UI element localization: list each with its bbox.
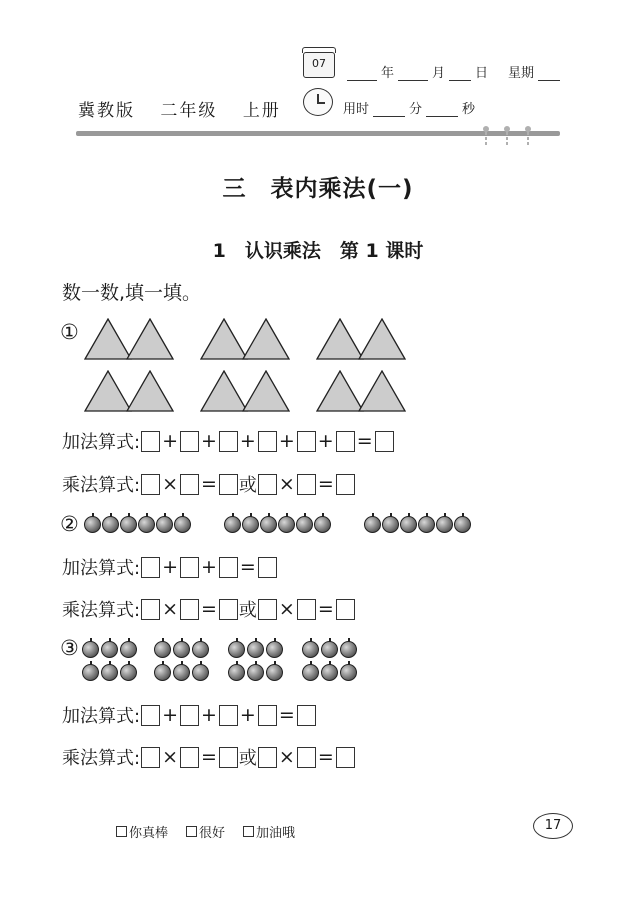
answer-box[interactable] — [219, 474, 238, 495]
answer-box[interactable] — [258, 705, 277, 726]
answer-box[interactable] — [258, 599, 277, 620]
plus-sign: + — [278, 430, 295, 452]
apple-icon — [228, 664, 245, 681]
checkbox[interactable] — [116, 826, 127, 837]
apple-icon — [224, 516, 241, 533]
equals-sign: = — [201, 746, 217, 768]
day-label: 日 — [475, 66, 489, 81]
equals-sign: = — [317, 473, 334, 495]
answer-box[interactable] — [180, 747, 199, 768]
time-fill-line — [343, 98, 475, 117]
answer-box[interactable] — [180, 474, 199, 495]
pin-icon — [526, 126, 530, 146]
equals-sign: = — [356, 430, 373, 452]
plus-sign: + — [162, 704, 178, 726]
apple-icon — [296, 516, 313, 533]
apple-icon — [120, 664, 137, 681]
date-fill-line — [343, 62, 564, 81]
apple-icon — [302, 641, 319, 658]
plus-sign: + — [162, 430, 178, 452]
triangle-icon — [242, 370, 290, 412]
multiplication-label: 乘法算式: — [62, 475, 141, 496]
apple-icon — [138, 516, 155, 533]
apple-icon — [156, 516, 173, 533]
addition-equation — [62, 554, 278, 580]
triangle-icon — [126, 318, 174, 360]
answer-box[interactable] — [141, 599, 160, 620]
times-sign: × — [278, 598, 295, 620]
instruction: 数一数,填一填。 — [62, 282, 202, 304]
rating-great[interactable]: 你真棒 — [116, 822, 168, 841]
answer-box[interactable] — [258, 747, 277, 768]
multiplication-label: 乘法算式: — [62, 748, 141, 769]
triangle-icon — [358, 318, 406, 360]
apple-icon — [247, 664, 264, 681]
checkbox[interactable] — [186, 826, 197, 837]
apple-icon — [302, 664, 319, 681]
multiplication-label: 乘法算式: — [62, 600, 141, 621]
apple-icon — [364, 516, 381, 533]
weekday-label: 星期 — [508, 66, 535, 81]
equals-sign: = — [201, 473, 217, 495]
addition-label: 加法算式: — [62, 558, 141, 579]
problem-number: ① — [60, 320, 79, 344]
page-number: 17 — [533, 813, 573, 839]
addition-label: 加法算式: — [62, 432, 141, 453]
answer-box[interactable] — [141, 431, 160, 452]
checkbox[interactable] — [243, 826, 254, 837]
rating-keep-going[interactable]: 加油哦 — [243, 822, 295, 841]
pin-icon — [484, 126, 488, 146]
calendar-icon — [303, 52, 335, 78]
triangle-icon — [126, 370, 174, 412]
answer-box[interactable] — [297, 747, 316, 768]
times-sign: × — [162, 473, 178, 495]
answer-box[interactable] — [141, 747, 160, 768]
apple-icon — [314, 516, 331, 533]
apple-icon — [154, 641, 171, 658]
answer-box[interactable] — [336, 747, 355, 768]
answer-box[interactable] — [219, 747, 238, 768]
apple-icon — [400, 516, 417, 533]
weekday-blank[interactable] — [538, 69, 560, 81]
times-sign: × — [162, 746, 178, 768]
problem-number: ③ — [60, 636, 79, 660]
apple-icon — [340, 664, 357, 681]
answer-box[interactable] — [375, 431, 394, 452]
answer-box[interactable] — [297, 705, 316, 726]
answer-box[interactable] — [141, 474, 160, 495]
apple-icon — [260, 516, 277, 533]
triangle-icon — [200, 370, 248, 412]
answer-box[interactable] — [258, 557, 277, 578]
grade: 二年级 — [160, 101, 218, 121]
clock-icon — [303, 88, 333, 116]
apple-icon — [154, 664, 171, 681]
equals-sign: = — [317, 746, 334, 768]
apple-icon — [174, 516, 191, 533]
equals-sign: = — [239, 556, 256, 578]
problem-number: ② — [60, 512, 79, 536]
apple-icon — [418, 516, 435, 533]
apple-icon — [228, 641, 245, 658]
rating-options — [116, 822, 313, 841]
apple-icon — [321, 664, 338, 681]
apple-icon — [82, 641, 99, 658]
addition-equation — [62, 702, 317, 728]
year-blank[interactable] — [347, 69, 377, 81]
triangle-icon — [84, 370, 132, 412]
apple-icon — [454, 516, 471, 533]
second-label: 秒 — [462, 102, 476, 117]
plus-sign: + — [162, 556, 178, 578]
equals-sign: = — [317, 598, 334, 620]
triangle-icon — [358, 370, 406, 412]
triangle-icon — [316, 318, 364, 360]
minute-blank[interactable] — [373, 105, 405, 117]
apple-icon — [120, 641, 137, 658]
answer-box[interactable] — [258, 474, 277, 495]
month-blank[interactable] — [398, 69, 428, 81]
times-sign: × — [278, 473, 295, 495]
apple-icon — [192, 664, 209, 681]
answer-box[interactable] — [180, 599, 199, 620]
minute-label: 分 — [409, 102, 423, 117]
answer-box[interactable] — [219, 705, 238, 726]
answer-box[interactable] — [219, 431, 238, 452]
multiplication-equation — [62, 471, 356, 497]
apple-icon — [173, 641, 190, 658]
book-info — [78, 96, 299, 121]
answer-box[interactable] — [336, 599, 355, 620]
answer-box[interactable] — [141, 557, 160, 578]
triangle-icon — [316, 370, 364, 412]
time-prefix: 用时 — [343, 102, 370, 117]
year-label: 年 — [381, 66, 395, 81]
answer-box[interactable] — [336, 474, 355, 495]
answer-box[interactable] — [336, 431, 355, 452]
plus-sign: + — [201, 704, 217, 726]
publisher: 冀教版 — [78, 101, 135, 121]
times-sign: × — [278, 746, 295, 768]
multiplication-equation — [62, 744, 356, 770]
or-word: 或 — [238, 475, 257, 496]
addition-equation — [62, 428, 395, 454]
triangle-icon — [84, 318, 132, 360]
answer-box[interactable] — [219, 599, 238, 620]
plus-sign: + — [201, 556, 217, 578]
apple-icon — [266, 641, 283, 658]
answer-box[interactable] — [297, 431, 316, 452]
apple-icon — [120, 516, 137, 533]
plus-sign: + — [239, 430, 256, 452]
apple-icon — [82, 664, 99, 681]
apple-icon — [102, 516, 119, 533]
pin-icon — [505, 126, 509, 146]
answer-box[interactable] — [180, 431, 199, 452]
triangle-icon — [200, 318, 248, 360]
apple-icon — [192, 641, 209, 658]
answer-box[interactable] — [141, 705, 160, 726]
second-blank[interactable] — [426, 105, 458, 117]
apple-icon — [321, 641, 338, 658]
volume: 上册 — [242, 101, 281, 121]
times-sign: × — [162, 598, 178, 620]
apple-icon — [101, 664, 118, 681]
equals-sign: = — [201, 598, 217, 620]
or-word: 或 — [238, 600, 257, 621]
calendar-number: 07 — [312, 57, 326, 70]
plus-sign: + — [239, 704, 256, 726]
plus-sign: + — [201, 430, 217, 452]
apple-icon — [242, 516, 259, 533]
day-blank[interactable] — [449, 69, 471, 81]
answer-box[interactable] — [180, 557, 199, 578]
chapter-title: 三 表内乘法(一) — [222, 176, 414, 202]
month-label: 月 — [432, 66, 446, 81]
equals-sign: = — [278, 704, 295, 726]
apple-icon — [266, 664, 283, 681]
apple-icon — [84, 516, 101, 533]
apple-icon — [278, 516, 295, 533]
answer-box[interactable] — [297, 474, 316, 495]
apple-icon — [173, 664, 190, 681]
apple-icon — [101, 641, 118, 658]
rating-good[interactable]: 很好 — [186, 822, 225, 841]
multiplication-equation — [62, 596, 356, 622]
or-word: 或 — [238, 748, 257, 769]
triangle-icon — [242, 318, 290, 360]
apple-icon — [436, 516, 453, 533]
answer-box[interactable] — [297, 599, 316, 620]
addition-label: 加法算式: — [62, 706, 141, 727]
answer-box[interactable] — [258, 431, 277, 452]
lesson-title: 1 认识乘法 第 1 课时 — [212, 240, 424, 262]
apple-icon — [382, 516, 399, 533]
answer-box[interactable] — [180, 705, 199, 726]
plus-sign: + — [317, 430, 334, 452]
answer-box[interactable] — [219, 557, 238, 578]
apple-icon — [340, 641, 357, 658]
apple-icon — [247, 641, 264, 658]
